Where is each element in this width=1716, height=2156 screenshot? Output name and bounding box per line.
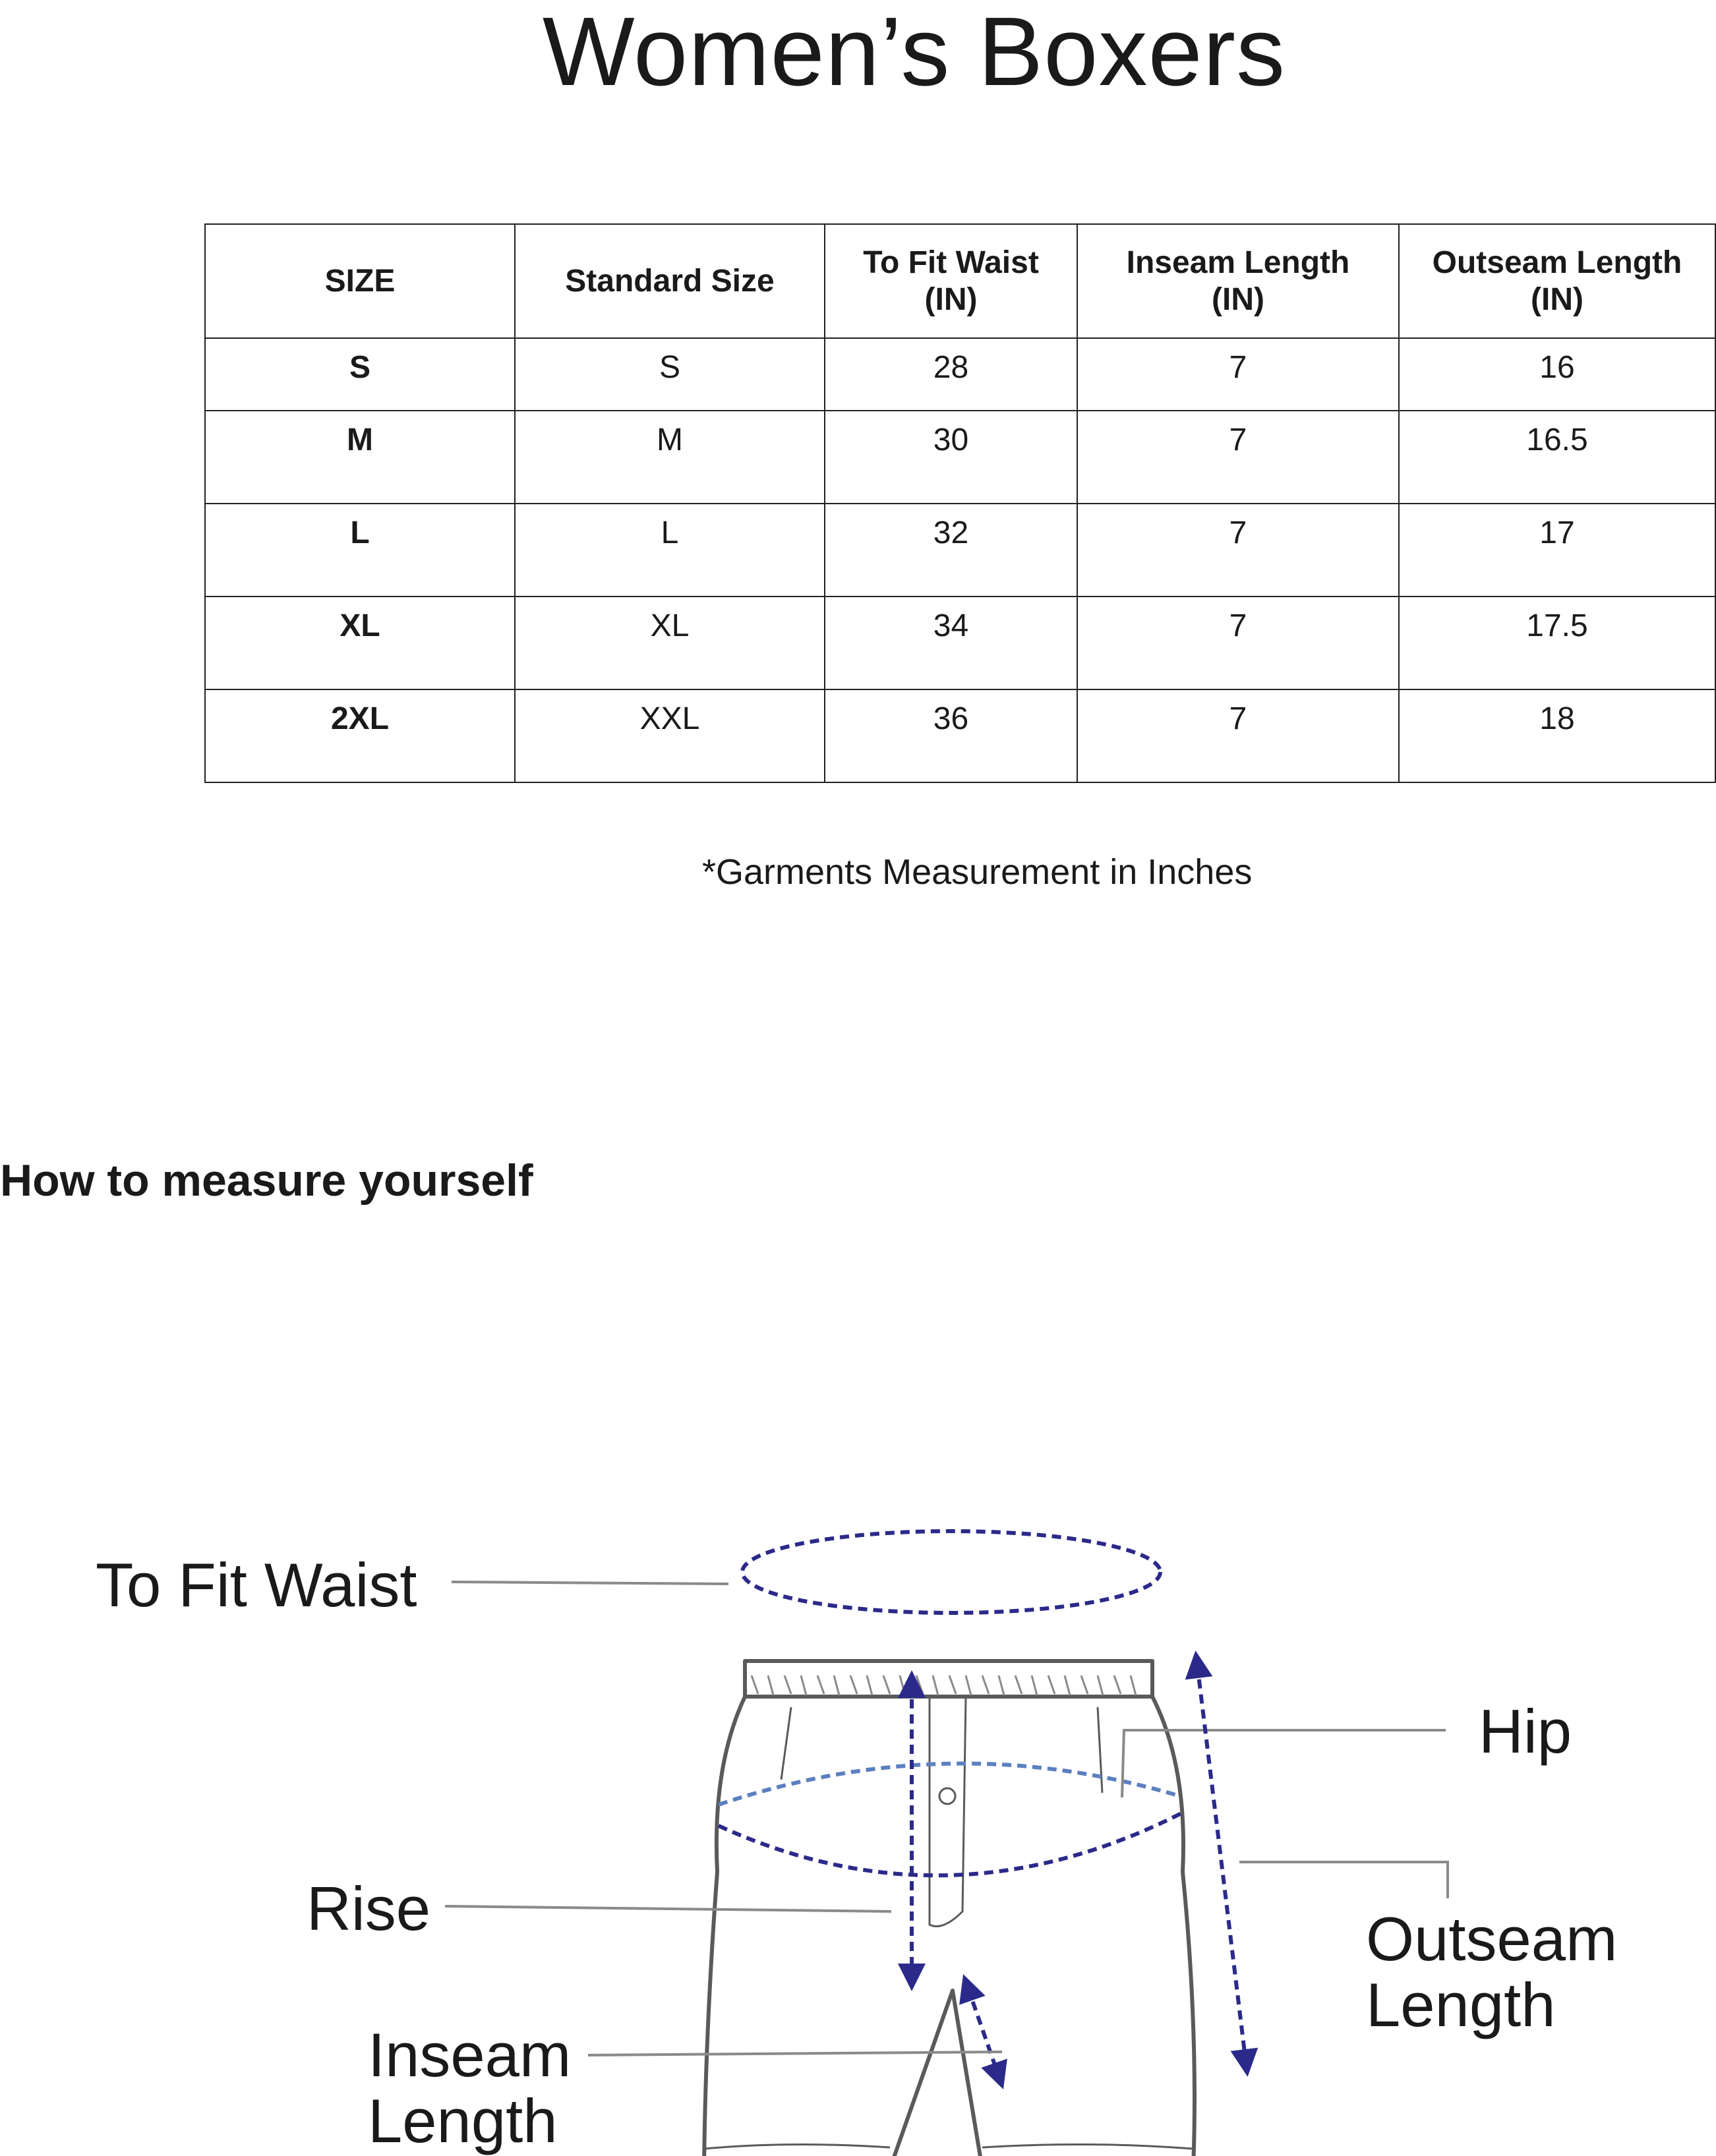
table-row <box>205 689 1715 782</box>
cell-inseam: 7 <box>1077 411 1399 504</box>
inseam-leader-line <box>588 2052 1002 2055</box>
header-inseam-length: Inseam Length (IN) <box>1077 224 1399 338</box>
label-outseam-line1: Outseam <box>1366 1904 1618 1973</box>
cell-inseam: 7 <box>1077 338 1399 411</box>
cell-standard-size: L <box>515 504 825 597</box>
label-inseam-line2: Length <box>368 2086 558 2155</box>
label-outseam-line2: Length <box>1366 1970 1556 2039</box>
header-outseam-length: Outseam Length (IN) <box>1399 224 1715 338</box>
size-chart-table <box>204 223 1716 783</box>
cell-waist: 36 <box>825 689 1077 782</box>
boxer-shorts-outline <box>704 1661 1195 2156</box>
cell-inseam: 7 <box>1077 504 1399 597</box>
cell-waist: 30 <box>825 411 1077 504</box>
label-rise: Rise <box>307 1874 431 1943</box>
cell-inseam: 7 <box>1077 597 1399 689</box>
hip-measure-line <box>719 1764 1180 1805</box>
hip-lower-line <box>719 1813 1183 1875</box>
cell-waist: 32 <box>825 504 1077 597</box>
header-to-fit-waist: To Fit Waist (IN) <box>825 224 1077 338</box>
table-row <box>205 504 1715 597</box>
outseam-leader-line <box>1239 1862 1448 1898</box>
waist-leader-line <box>452 1582 728 1584</box>
cell-standard-size: S <box>515 338 825 411</box>
button-icon <box>939 1788 955 1804</box>
cell-outseam: 16.5 <box>1399 411 1715 504</box>
cell-outseam: 16 <box>1399 338 1715 411</box>
cell-size: 2XL <box>205 689 515 782</box>
cell-outseam: 17 <box>1399 504 1715 597</box>
measurement-footnote: *Garments Measurement in Inches <box>702 852 1253 892</box>
table-row <box>205 338 1715 411</box>
outseam-arrow <box>1197 1664 1246 2063</box>
table-row <box>205 597 1715 689</box>
fly-and-button <box>781 1697 1102 1927</box>
cell-waist: 34 <box>825 597 1077 689</box>
cell-size: XL <box>205 597 515 689</box>
cell-size: M <box>205 411 515 504</box>
cell-standard-size: M <box>515 411 825 504</box>
cell-outseam: 17.5 <box>1399 597 1715 689</box>
label-inseam-line1: Inseam <box>368 2020 572 2089</box>
inseam-arrow <box>968 1987 999 2076</box>
cell-inseam: 7 <box>1077 689 1399 782</box>
cell-size: L <box>205 504 515 597</box>
how-to-measure-heading: How to measure yourself <box>0 1155 533 1206</box>
page-title: Women’s Boxers <box>542 0 1286 106</box>
label-to-fit-waist: To Fit Waist <box>96 1550 417 1619</box>
cell-outseam: 18 <box>1399 689 1715 782</box>
cell-standard-size: XL <box>515 597 825 689</box>
cell-standard-size: XXL <box>515 689 825 782</box>
rise-leader-line <box>445 1906 891 1911</box>
label-hip: Hip <box>1479 1697 1572 1766</box>
cell-size: S <box>205 338 515 411</box>
header-standard-size: Standard Size <box>515 224 825 338</box>
header-size: SIZE <box>205 224 515 338</box>
waist-measure-ellipse <box>742 1531 1160 1613</box>
table-row <box>205 411 1715 504</box>
table-header-row <box>205 224 1715 338</box>
cell-waist: 28 <box>825 338 1077 411</box>
